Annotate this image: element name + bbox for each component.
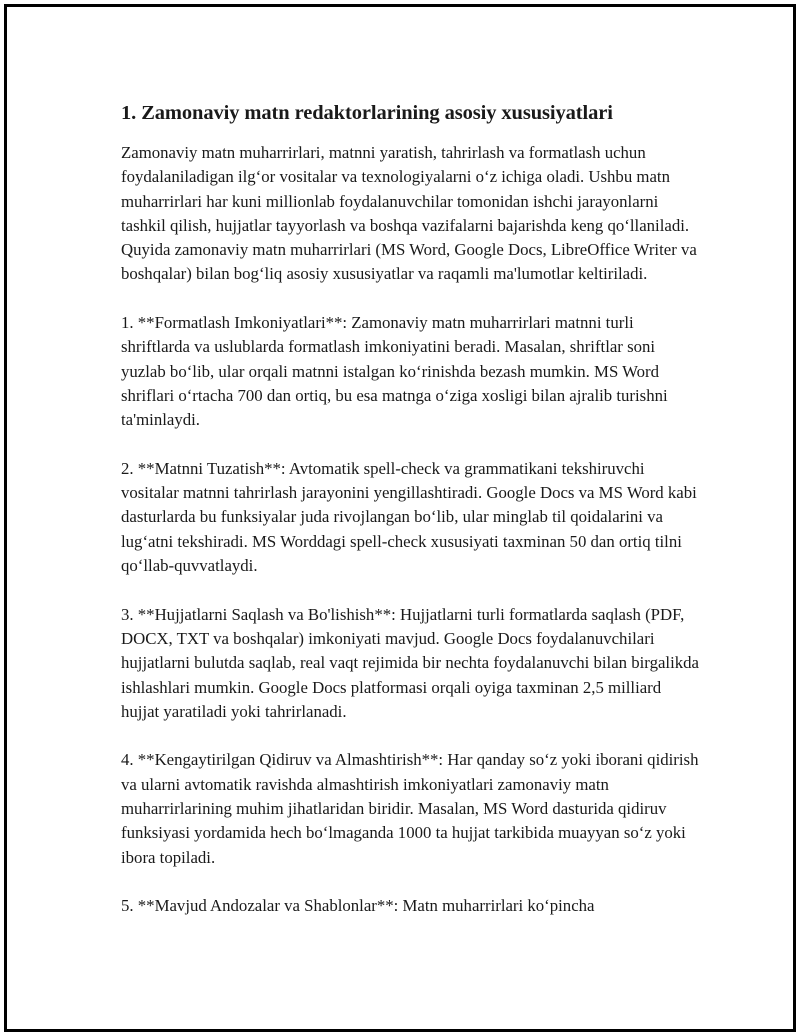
- paragraph-formatting: 1. **Formatlash Imkoniyatlari**: Zamonaviy matn muharrirlari matnni turli shriftlarda va uslublarda formatlash imkoniyatini beradi. Masalan, shriftlar soni yuzlab bo‘lib, ular orqali matnni istalgan ko‘rinishda bezash mumkin. MS Word shriflari o‘rtacha 700 dan ortiq, bu esa matnga o‘ziga xosligi bilan ajralib turishni ta'minlaydi.: [121, 313, 668, 430]
- paragraph-intro: Zamonaviy matn muharrirlari, matnni yaratish, tahrirlash va formatlash uchun foydalaniladigan ilg‘or vositalar va texnologiyalarni o‘z ichiga oladi. Ushbu matn muharrirlari har kuni millionlab foydalanuvchilar tomonidan ishchi jarayonlarni tashkil qilish, hujjatlar tayyorlash va boshqa vazifalarni bajarishda keng qo‘llaniladi. Quyida zamonaviy matn muharrirlari (MS Word, Google Docs, LibreOffice Writer va boshqalar) bilan bog‘liq asosiy xususiyatlar va raqamli ma'lumotlar keltiriladi.: [121, 143, 697, 284]
- document-body: [121, 99, 701, 943]
- paragraph-templates: 5. **Mavjud Andozalar va Shablonlar**: Matn muharrirlari ko‘pincha: [121, 896, 595, 916]
- page-frame: [4, 4, 796, 1032]
- document-title: 1. Zamonaviy matn redaktorlarining asosiy xususiyatlari: [121, 102, 613, 124]
- paragraph-correction: 2. **Matnni Tuzatish**: Avtomatik spell-check va grammatikani tekshiruvchi vositalar matnni tahrirlash jarayonini yengillashtiradi. Google Docs va MS Word kabi dasturlarda bu funksiyalar juda rivojlangan bo‘lib, ular minglab til qoidalarini va lug‘atni tekshiradi. MS Worddagi spell-check xususiyati taxminan 50 dan ortiq tilni qo‘llab-quvvatlaydi.: [121, 458, 697, 576]
- paragraph-saving-sharing: 3. **Hujjatlarni Saqlash va Bo'lishish**: Hujjatlarni turli formatlarda saqlash (PDF, DOCX, TXT va boshqalar) imkoniyati mavjud. Google Docs foydalanuvchilari hujjatlarni bulutda saqlab, real vaqt rejimida bir nechta foydalanuvchi bilan birgalikda ishlashlari mumkin. Google Docs platformasi orqali oyiga taxminan 2,5 milliard hujjat yaratiladi yoki tahrirlanadi.: [121, 604, 699, 721]
- paragraph-search-replace: 4. **Kengaytirilgan Qidiruv va Almashtirish**: Har qanday so‘z yoki iborani qidirish va ularni avtomatik ravishda almashtirish imkoniyatlari zamonaviy matn muharrirlarining muhim jihatlaridan biridir. Masalan, MS Word dasturida qidiruv funksiyasi yordamida hech bo‘lmaganda 1000 ta hujjat tarkibida muayyan so‘z yoki ibora topiladi.: [121, 750, 699, 867]
